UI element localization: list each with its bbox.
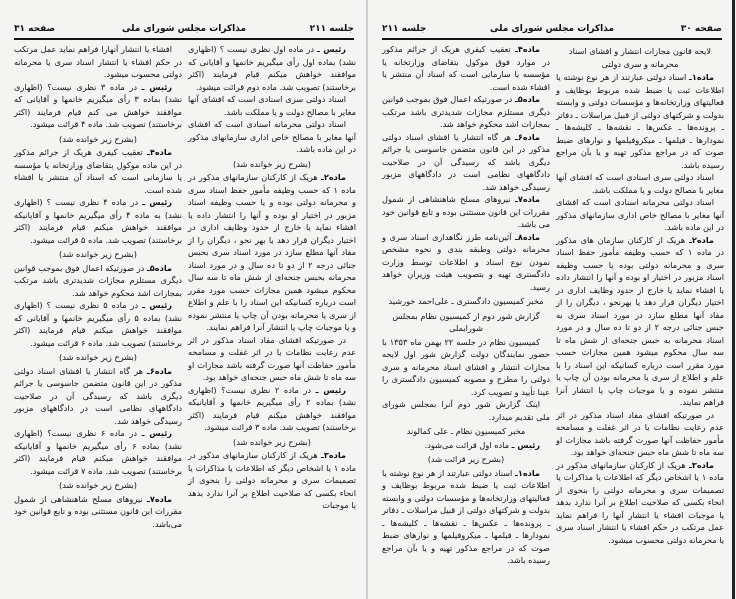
paragraph-text: هر گاه انتشار یا افشای اسناد دولتی مذکور در این قانون متضمن جاسوسی یا جرائم دیگری باشد که رسیدگی آن در صلاحیت دادگاههای نظامی است در دادگاههای مزبور رسیدگی خواهد شد. [14,365,182,426]
paragraph-text: هریک از کارکنان سازمانهای مذکور در ماده ۱ یا اشخاص دیگر که اطلاعات یا مذاکرات یا تصمیمات سری و محرمانه دولتی را بنحوی از انحاء بکسی که صلاحیت اطلاع بر آنرا ندارد بدهد یا موجبات [188,450,357,510]
page-gutter [366,0,368,599]
centered-heading [382,310,550,335]
text-column [556,43,724,546]
paragraph-text: (بشرح زیر خوانده شد) [233,436,311,447]
page-number: صفحه ۳۰ [680,24,722,34]
paragraph-text: (بشرح زیر خوانده شد) [59,133,137,144]
centered-heading [382,453,550,466]
speaker-label: رئیس ـ [142,197,173,207]
article-label: ماده۶ـ [147,365,172,376]
article-label: ماده۳ـ [321,450,346,460]
paragraph-text: هریک از کارکنان سازمانهای مذکور در ماده ۱ که حسب وظیفه مأمور حفظ اسناد سری و محرمانه دولتی بوده و یا حسب وظیفه اسناد مزبور در اختیار او بوده و آنها را انتشار داده یا افشاء نماید یا خارج از حدود وظایف اداری در اختیار دیگران قرار دهد یا بهر نحو ، دیگران را از مفاد آنها مطلع سازد در مورد اسناد سری بحبس جنائی درجه ۲ از دو تا ده سال و در مورد اسناد محرمانه بحبس جنحه‌ای از شش ماه تا سه سال محکوم میشود همین مجازات حسب مورد مقرر است درباره کسانیکه این اسناد را با علم و اطلاع از سری یا محرمانه بودن آن چاپ یا منتشر نموده و یا موجبات چاپ یا انتشار آنرا فراهم نمایند. [188,172,357,332]
book-edge [732,0,735,599]
speaker-paragraph [14,196,182,246]
body-paragraph [382,336,550,399]
paragraph-text: اسناد دولتی عبارتند از هر نوع نوشته یا اطلاعات ثبت یا ضبط شده مربوط بوظایف و فعالیتهای وزارتخانه‌ها و مؤسسات دولتی و وابسته بدولت و شرکتهای دولتی از قبیل مراسلات ـ دفاتر ـ پرونده‌ها ـ عکس‌ها ـ نقشه‌ها ـ کلیشه‌ها ـ نمودارها ـ فیلمها ـ میکروفیلمها و نوارهای ضبط صوت که در مراجع مذکور تهیه و یا بآن مراجع رسیده باشد. [556,72,724,170]
paragraph-text: ماده اول قرائت می‌شود. [424,439,510,450]
speaker-paragraph [188,43,356,93]
speaker-paragraph [188,384,356,434]
paragraph-text: (بشرح زیر قرائت شد) [427,454,505,464]
speaker-label: رئیس ـ [142,300,173,310]
article-paragraph [382,43,550,93]
centered-heading [188,158,356,171]
paragraph-text: تعقیب کیفری هریک از جرائم مذکور در موارد فوق موکول بتقاضای وزارتخانه یا مؤسسه یا سازمانی است که اسناد آن منتشر یا افشاء شده است. [382,44,550,92]
paragraph-text: در ماده اول نظری نیست ؟ (اظهاری نشد) بماده اول رأی میگیریم خانمها و آقایانی که موافقند خواهش میکنم قیام فرمایند (اکثر برخاستند) تصویب شد. ماده دوم قرائت میشود. [188,44,356,92]
paragraph-text: مخبر کمیسیون نظام ـ علی کمالوند [406,426,526,436]
article-paragraph [14,262,182,300]
article-label: ماده۴ـ [147,147,172,157]
body-paragraph [556,196,724,234]
paragraph-text: (بشرح زیر خوانده شد) [233,158,311,169]
text-column [14,43,182,530]
article-paragraph [188,449,356,512]
page-header [382,24,722,38]
running-title: مذاکرات مجلس شورای ملی [489,24,615,34]
paragraph-text: لایحه قانون مجازات انتشار و افشای اسناد محرمانه و سری دولتی [568,46,712,69]
paragraph-text: در ماده ۲ نظری نیست؟ (اظهاری نشد) بماده ۲ رأی میگیریم خانمها و آقایانیکه موافقند خواهش میکنم قیام فرمایند (اکثر برخاستند) تصویب شد. ماده ۳ قرائت میشود. [188,384,356,432]
article-paragraph [14,365,182,428]
speaker-label: رئیس ـ [141,81,172,92]
body-paragraph [188,334,356,384]
article-paragraph [382,131,550,194]
article-paragraph [382,93,550,131]
article-paragraph [556,459,724,547]
paragraph-text: اینک گزارش شور دوم آنرا بمجلس شورای ملی تقدیم میدارد. [382,399,550,422]
article-paragraph [14,493,182,531]
paragraph-text: آئین‌نامه طرز نگاهداری اسناد سری و محرمانه دولتی وطبقه بندی و نحوه مشخص نمودن نوع اسناد و اطلاعات توسط وزارت دادگستری تهیه و بتصویب هیئت وزیران خواهد رسید. [382,231,550,292]
article-label: ماده۵ـ [514,94,540,104]
body-paragraph [556,171,724,196]
article-label: ماده۶ـ [515,131,540,142]
paragraph-text: گزارش شور دوم از کمیسیون نظام بمجلس شورایملی [392,310,540,333]
paragraph-text: هریک از کارکنان سازمانهای مذکور در ماده ۱ یا اشخاص دیگر که اطلاعات یا مذاکرات یا تصمیمات سری و محرمانه دولتی را بنحوی از انحاء بکسی که صلاحیت اطلاع بر آنرا ندارد بدهد یا موجبات افشاء یا انتشار آنها را فراهم نماید عمل مرتکب در حکم افشاء یا انتشار اسناد سری یا محرمانه دولتی محسوب میشود. [556,459,725,545]
text-column [382,43,550,567]
paragraph-text: کمیسیون نظام در جلسه ۲۲ بهمن ماه ۱۳۵۳ با حضور نمایندگان دولت گزارش شور اول لایحه مجازات انتشار و افشای اسناد محرمانه و سری دولتی را مطرح و مصوبه کمیسیون دادگستری را عینا تأیید و تصویب کرد. [382,336,550,397]
centered-heading [188,436,356,449]
centered-heading [14,133,182,146]
paragraph-text: در ماده ۴ نظری نیست ؟ (اظهاری نشد) به ماده ۴ رأی میگیریم خانمها و آقایانیکه موافقند خواهش میکنم قیام فرمایند (اکثر برخاستند) تصویب شد. ماده ۵ قرائت میشود. [14,197,182,245]
paragraph-text: در ماده ۵ نظری نیست ؟ (اظهاری نشد) بماده ۵ رأی میگیریم خانمها و آقایانی که موافقند خواهش میکنم قیام فرمایند (اکثر برخاستند) تصویب شد. ماده ۶ قرائت میشود. [14,300,182,348]
session-number: جلسه ۲۱۱ [382,24,427,34]
paragraph-text: اسناد دولتی محرمانه اسنادی است که افشای آنها مغایر با مصالح خاص اداری سازمانهای مذکور در این ماده باشد. [556,197,724,232]
paragraph-text: اسناد دولتی سری اسنادی است که افشای آنها مغایر با مصالح دولت و یا مملکت باشد. [556,172,724,195]
paragraph-text: (بشرح زیر خوانده شد) [59,352,137,362]
centered-heading [556,45,724,70]
article-label: ماده۲ـ [689,234,715,245]
paragraph-text: اسناد دولتی سری اسنادی است که افشای آنها مغایر با مصالح دولت و یا مملکت باشد. [188,94,356,117]
article-paragraph [382,231,550,294]
article-label: ماده۷ـ [147,493,172,504]
article-label: ماده۷ـ [515,194,540,204]
paragraph-text: هریک از کارکنان سازمان های مذکور در ماده ۱ که حسب وظیفه مأمور حفظ اسناد سری و محرمانه دولتی بوده یا حسب وظیفه اسناد مزبور در اختیار او بوده و آنها را انتشار داده یا افشاء نماید یا خارج از حدود وظایف اداری در اختیار دیگران قرار دهد یا بهرنحو ، دیگران را از مفاد آنها مطلع سازد در مورد اسناد سری به حبس جنائی درجه ۲ از دو تا ده سال و در مورد اسناد محرمانه به حبس جنحه‌ای از شش ماه تا سه سال محکوم میشود همین مجازات حسب مورد مقرر است درباره کسانیکه این اسناد را با علم و اطلاع از سری یا محرمانه بودن آن چاپ یا منتشر نموده و یا موجبات چاپ یا انتشار آنرا فراهم نمایند. [556,234,724,407]
article-label: ماده۲ـ [321,172,346,182]
article-paragraph [382,467,550,567]
article-label: ماده۳ـ [689,459,714,470]
paragraph-text: نیروهای مسلح شاهنشاهی از شمول مقررات این قانون مستثنی بوده و تابع قوانین خود می باشد. [382,194,550,229]
paragraph-text: اسناد دولتی محرمانه اسنادی است که افشای آنها مغایر با مصالح خاص اداری سازمانهای مذکور در این ماده باشد. [188,119,356,154]
article-label: ماده۸ـ [515,231,540,242]
header-rule [382,38,722,40]
paragraph-text: در صورتیکه اعمال فوق بموجب قوانین دیگری مستلزم مجازات شدیدتری باشد مرتکب بمجازات اشد محکوم خواهد شد. [382,94,550,129]
article-paragraph [382,193,550,231]
article-paragraph [14,146,182,196]
centered-heading [14,351,182,364]
page-header [14,24,354,38]
running-title: مذاکرات مجلس شورای ملی [121,24,247,34]
paragraph-text: در ماده ۶ نظری نیست؟ (اظهاری نشد) بماده ۶ رأی میگیریم خانمها و آقایانیکه موافقند خواهش میکنم قیام فرمایند (اکثر برخاستند) تصویب شد. ماده ۷ قرائت میشود. [14,428,182,476]
paragraph-text: (بشرح زیر خوانده شد) [59,480,137,490]
paragraph-text: در ماده ۳ نظری نیست؟ (اظهاری نشد) بماده ۳ رأی میگیریم خانمها و آقایانی که موافقند خواهش می کنم قیام فرمایند (اکثر برخاستند) تصویب شد. ماده ۴ قرائت میشود. [14,81,182,129]
article-paragraph [188,171,356,334]
speaker-paragraph [14,81,182,131]
paragraph-text: در صورتیکه اعمال فوق بموجب قوانین دیگری مستلزم مجازات شدیدتری باشد مرتکب بمجازات اشد محکوم خواهد شد. [14,262,182,298]
paragraph-text: در صورتیکه افشای مفاد اسناد مذکور در اثر عدم رعایت نظامات یا در اثر غفلت و مسامحه مأمور حفاظت آنها صورت گرفته باشد مجازات او سه ماه تا شش ماه حبس جنحه‌ای خواهد بود. [188,334,356,382]
centered-heading [14,479,182,492]
page-number: صفحه ۳۱ [14,24,56,34]
paragraph-text: افشاء یا انتشار آنهارا فراهم نماید عمل مرتکب در حکم افشاء یا انتشار اسناد سری یا محرمانه دولتی محسوب میشود. [14,44,182,79]
body-paragraph [188,93,356,118]
paragraph-text: هر گاه انتشار یا افشای اسناد دولتی مذکور در این قانون متضمن جاسوسی یا جرائم دیگری باشد که رسیدگی آن در صلاحیت دادگاههای نظامی است در دادگاههای مزبور رسیدگی خواهد شد. [382,131,550,192]
body-paragraph [14,43,182,81]
speaker-label: رئیس ـ [141,428,172,438]
body-paragraph [556,409,724,459]
paragraph-text: مخبر کمیسیون دادگستری ـ علی‌احمد خورشید [388,296,544,306]
speaker-label: رئیس ـ [511,439,540,450]
centered-heading [382,425,550,438]
paragraph-text: (بشرح زیر خوانده شد) [59,249,137,259]
speaker-paragraph [382,439,550,452]
body-paragraph [382,398,550,423]
speaker-label: رئیس ـ [315,384,346,395]
paragraph-text: در صورتیکه افشای مفاد اسناد مذکور در اثر عدم رعایت نظامات یا در اثر غفلت و مسامحه مأمور حفاظت آنها صورت گرفته باشد مجازات او سه ماه تا شش ماه حبس جنحه‌ای خواهد بود. [556,409,724,457]
body-paragraph [188,118,356,156]
session-number: جلسه ۲۱۱ [309,24,354,34]
article-label: ماده۱ـ [515,467,540,478]
speaker-paragraph [14,299,182,349]
paragraph-text: تعقیب کیفری هریک از جرائم مذکور در این ماده موکول بتقاضای وزارتخانه یا مؤسسه یا سازمانی است که اسناد آن منتشر یا افشاء شده است. [14,147,182,195]
speaker-label: رئیس ـ [317,44,347,54]
text-column [188,43,356,512]
article-paragraph [556,71,724,171]
article-paragraph [556,234,724,409]
article-label: ماده۵ـ [146,262,172,273]
page-30 [368,0,736,599]
article-label: ماده۴ـ [515,44,540,54]
article-label: ماده۱ـ [689,72,714,82]
centered-heading [14,248,182,261]
paragraph-text: نیروهای مسلح شاهنشاهی از شمول مقررات این قانون مستثنی بوده و تابع قوانین خود می‌باشد. [14,493,182,529]
header-rule [14,38,354,40]
speaker-paragraph [14,427,182,477]
centered-heading [382,295,550,308]
paragraph-text: اسناد دولتی عبارتند از هر نوع نوشته یا اطلاعات ثبت یا ضبط شده مربوط بوظایف و فعالیتهای وزارتخانه‌ها و مؤسسات دولتی و وابسته بدولت و شرکتهای دولتی از قبیل مراسلات ـ دفاتر ـ پرونده‌ها ـ عکس‌ها ـ نقشه‌ها ـ کلیشه‌ها ـ نمودارها ـ فیلمها ـ میکروفیلمها و نوارهای ضبط صوت که در مراجع مذکور تهیه و یا بآن مراجع رسیده باشد. [382,467,550,565]
